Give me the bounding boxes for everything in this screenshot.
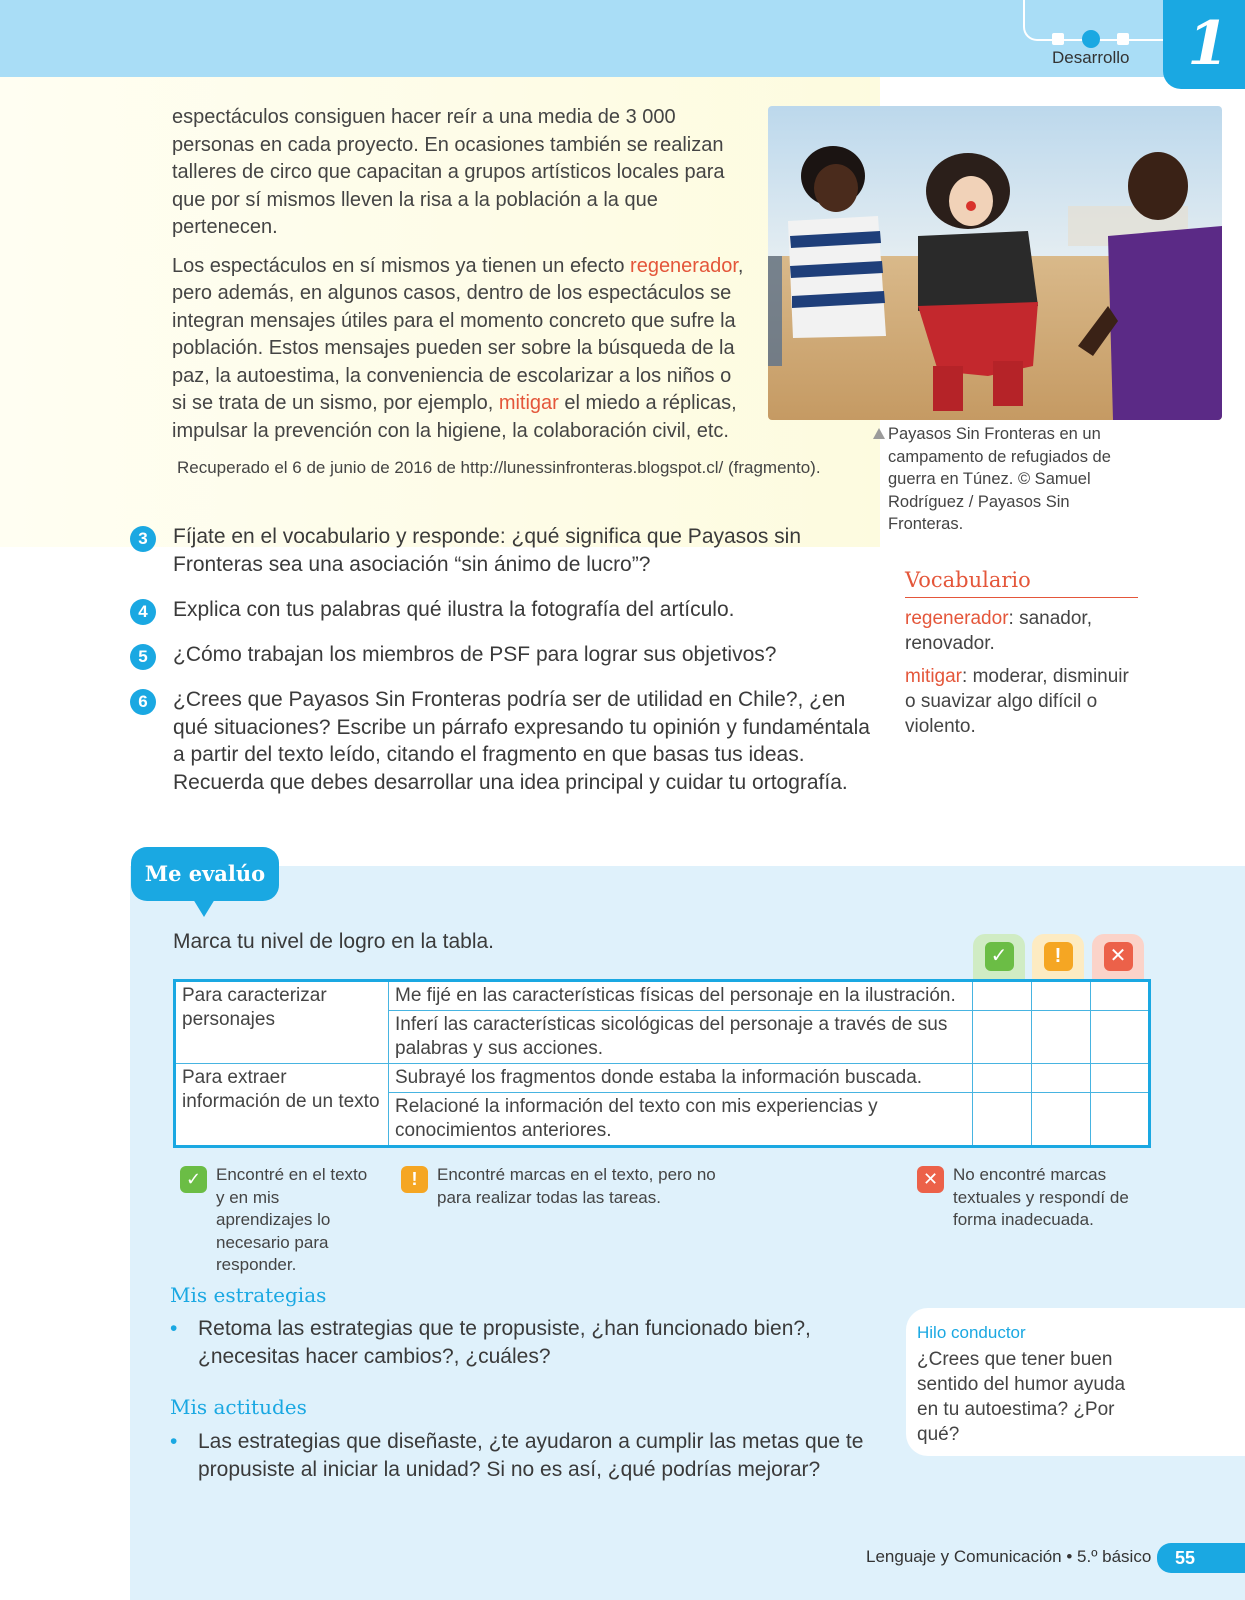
text-run: , pero además, en algunos casos, dentro de los espectáculos se integran mensajes útiles para el momento concreto que sufre la población. Estos mensajes pueden ser sobre la búsqueda de la paz, la autoestima, la conveniencia de escolarizar a los niños o si se trata de un sismo, por ejemplo, bbox=[172, 254, 744, 414]
unit-number: 1 bbox=[1187, 9, 1229, 79]
article-paragraph bbox=[172, 253, 744, 446]
x-icon: ✕ bbox=[1104, 942, 1133, 971]
mark-cell-achieved[interactable] bbox=[973, 981, 1032, 1011]
question-number: 5 bbox=[130, 644, 156, 670]
evaluation-tag: Me evalúo bbox=[131, 847, 279, 901]
mark-cell-partial[interactable] bbox=[1032, 1064, 1091, 1093]
vocab-term-highlight: regenerador bbox=[630, 254, 738, 277]
attitudes-bullet bbox=[170, 1428, 870, 1484]
mark-cell-partial[interactable] bbox=[1032, 1093, 1091, 1147]
strategies-title: Mis estrategias bbox=[170, 1283, 327, 1307]
question-item bbox=[130, 641, 883, 669]
legend-text: No encontré marcas textuales y respondí de forma inadecuada. bbox=[953, 1165, 1129, 1229]
page-number: 55 bbox=[1157, 1543, 1245, 1573]
indicator-cell: Subrayé los fragmentos donde estaba la información buscada. bbox=[389, 1064, 973, 1093]
legend-partial bbox=[401, 1164, 741, 1209]
exclamation-icon: ! bbox=[1044, 942, 1073, 971]
question-number: 4 bbox=[130, 599, 156, 625]
exclamation-icon: ! bbox=[401, 1166, 428, 1193]
article-paragraph: espectáculos consiguen hacer reír a una media de 3 000 personas en cada proyecto. En ocasiones también se realizan talleres de circo que capacitan a grupos artísticos locales para que por sí mismos lleven la risa a la población a la que pertenecen. bbox=[172, 106, 725, 238]
hilo-text: ¿Crees que tener buen sentido del humor ayuda en tu autoestima? ¿Por qué? bbox=[917, 1349, 1126, 1445]
attitudes-title: Mis actitudes bbox=[170, 1395, 307, 1419]
unit-tab bbox=[1163, 0, 1245, 89]
question-item bbox=[130, 523, 883, 578]
caption-text: Payasos Sin Fronteras en un campamento de refugiados de guerra en Túnez. © Samuel Rodríguez / Payasos Sin Fronteras. bbox=[888, 425, 1111, 533]
mark-cell-achieved[interactable] bbox=[973, 1011, 1032, 1064]
x-icon: ✕ bbox=[917, 1166, 944, 1193]
article-photo bbox=[768, 106, 1222, 420]
legend-text: Encontré marcas en el texto, pero no para realizar todas las tareas. bbox=[437, 1165, 716, 1207]
table-row bbox=[175, 1064, 1150, 1093]
vocab-term-highlight: mitigar bbox=[498, 392, 559, 414]
legend-achieved bbox=[180, 1164, 380, 1277]
vocabulary-term: regenerador bbox=[905, 608, 1009, 629]
question-item bbox=[130, 686, 883, 796]
indicator-cell: Relacioné la información del texto con mis experiencias y conocimientos anteriores. bbox=[389, 1093, 973, 1147]
indicator-cell: Inferí las características sicológicas del personaje a través de sus palabras y sus acciones. bbox=[389, 1011, 973, 1064]
footer-subject: Lenguaje y Comunicación • 5.º básico bbox=[866, 1547, 1152, 1566]
mark-cell-not-achieved[interactable] bbox=[1091, 1064, 1150, 1093]
question-number: 6 bbox=[130, 689, 156, 715]
mark-cell-not-achieved[interactable] bbox=[1091, 1093, 1150, 1147]
legend-text: Encontré en el texto y en mis aprendizajes lo necesario para responder. bbox=[216, 1165, 368, 1274]
question-item bbox=[130, 596, 883, 624]
text-run: Los espectáculos en sí mismos ya tienen un efecto bbox=[172, 254, 631, 277]
vocabulary-term: mitigar bbox=[905, 666, 963, 687]
header-partial bbox=[1032, 934, 1084, 982]
text-run: el miedo a réplicas, impulsar la prevención con la higiene, la colaboración civil, etc. bbox=[172, 392, 737, 442]
vocabulary-entry bbox=[905, 606, 1138, 656]
mark-cell-not-achieved[interactable] bbox=[1091, 1011, 1150, 1064]
question-text: Fíjate en el vocabulario y responde: ¿qué significa que Payasos sin Fronteras sea una asociación “sin ánimo de lucro”? bbox=[173, 525, 802, 576]
vocabulary-box bbox=[905, 568, 1138, 739]
header-achieved bbox=[973, 934, 1025, 982]
table-row bbox=[175, 981, 1150, 1011]
question-text: Explica con tus palabras qué ilustra la fotografía del artículo. bbox=[173, 598, 735, 621]
evaluation-tag-tail bbox=[193, 899, 215, 917]
bullet-icon: • bbox=[170, 1430, 178, 1453]
check-icon: ✓ bbox=[180, 1166, 207, 1193]
caption-triangle-icon bbox=[873, 428, 885, 439]
progress-dot-active bbox=[1082, 30, 1100, 48]
vocabulary-title: Vocabulario bbox=[905, 568, 1138, 598]
clown-photo-illustration bbox=[768, 106, 1222, 420]
mark-cell-not-achieved[interactable] bbox=[1091, 981, 1150, 1011]
legend-not-achieved bbox=[917, 1164, 1137, 1232]
vocabulary-entry bbox=[905, 664, 1138, 739]
article-source: Recuperado el 6 de junio de 2016 de http://lunessinfronteras.blogspot.cl/ (fragmento). bbox=[177, 458, 821, 477]
mark-cell-partial[interactable] bbox=[1032, 981, 1091, 1011]
mark-cell-achieved[interactable] bbox=[973, 1093, 1032, 1147]
question-text: ¿Cómo trabajan los miembros de PSF para lograr sus objetivos? bbox=[173, 643, 777, 666]
mark-cell-achieved[interactable] bbox=[973, 1064, 1032, 1093]
question-number: 3 bbox=[130, 526, 156, 552]
section-name: Desarrollo bbox=[1052, 48, 1130, 67]
photo-caption bbox=[888, 423, 1138, 536]
question-text: ¿Crees que Payasos Sin Fronteras podría ser de utilidad en Chile?, ¿en qué situaciones? Escribe un párrafo expresando tu opinión y fundaméntala a partir del texto leído, citando el fragmento en que basas tus ideas. Recuerda que debes desarrollar una idea principal y cuidar tu ortografía. bbox=[173, 688, 870, 794]
indicator-cell: Me fijé en las características físicas del personaje en la ilustración. bbox=[389, 981, 973, 1011]
criterion-cell: Para extraer información de un texto bbox=[175, 1064, 389, 1147]
progress-dot bbox=[1117, 33, 1129, 45]
hilo-conductor-box bbox=[906, 1308, 1245, 1456]
progress-dot bbox=[1052, 33, 1064, 45]
evaluation-table bbox=[173, 979, 1151, 1148]
check-icon: ✓ bbox=[985, 942, 1014, 971]
bullet-icon: • bbox=[170, 1317, 178, 1340]
evaluation-instruction: Marca tu nivel de logro en la tabla. bbox=[173, 930, 495, 953]
bullet-text: Retoma las estrategias que te propusiste, ¿han funcionado bien?, ¿necesitas hacer cambios?, ¿cuáles? bbox=[198, 1317, 811, 1368]
article-text bbox=[172, 104, 744, 456]
vocabulary-definition: : sanador, renovador. bbox=[905, 608, 1092, 654]
header-not-achieved bbox=[1092, 934, 1144, 982]
hilo-title: Hilo conductor bbox=[917, 1323, 1026, 1342]
mark-cell-partial[interactable] bbox=[1032, 1011, 1091, 1064]
bullet-text: Las estrategias que diseñaste, ¿te ayudaron a cumplir las metas que te propusiste al iniciar la unidad? Si no es así, ¿qué podrías mejorar? bbox=[198, 1430, 864, 1481]
vocabulary-definition: : moderar, disminuir o suavizar algo difícil o violento. bbox=[905, 666, 1129, 737]
criterion-cell: Para caracterizar personajes bbox=[175, 981, 389, 1064]
strategies-bullet bbox=[170, 1315, 870, 1371]
